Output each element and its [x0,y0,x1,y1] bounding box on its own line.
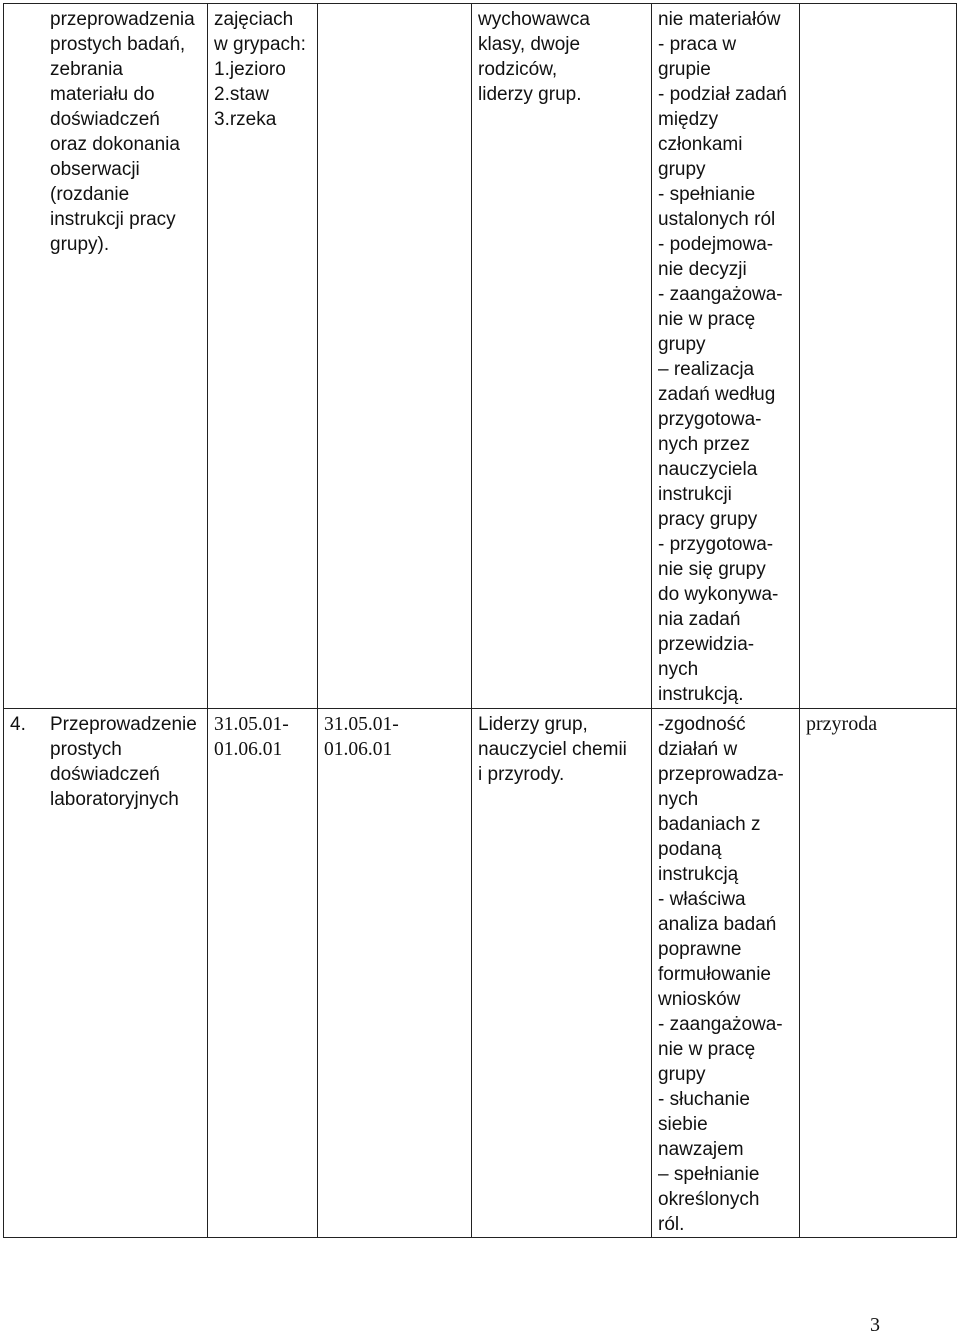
activity-line: (rozdanie [50,184,130,205]
criteria-line: ustalonych ról [658,209,776,230]
subject-cell [800,709,957,1238]
row-number: 4. [10,714,26,735]
responsible-line: klasy, dwoje [478,34,581,55]
activity-line: instrukcji pracy [50,209,176,230]
document-table [3,3,957,1238]
responsible-line: Liderzy grup, [478,714,588,735]
criteria-line: badaniach z [658,814,761,835]
criteria-line: nia zadań [658,609,741,630]
criteria-line: poprawne [658,939,742,960]
activity-line: prostych badań, [50,34,186,55]
activity-line: laboratoryjnych [50,789,179,810]
activity-line: oraz dokonania [50,134,180,155]
criteria-line: działań w [658,739,738,760]
criteria-line: - zaangażowa- [658,284,783,305]
activity-line: zebrania [50,59,123,80]
activity-line: materiału do [50,84,155,105]
criteria-line: nych [658,789,699,810]
criteria-line: – spełnianie [658,1164,760,1185]
responsible-line: wychowawca [478,9,590,30]
criteria-line: wniosków [658,989,741,1010]
responsible-line: i przyrody. [478,764,565,785]
activity-line: grupy). [50,234,110,255]
responsible-line: nauczyciel chemii [478,739,627,760]
criteria-line: - właściwa [658,889,746,910]
criteria-line: określonych [658,1189,760,1210]
criteria-line: nie w pracę [658,309,756,330]
criteria-line: - przygotowa- [658,534,774,555]
criteria-line: nie w pracę [658,1039,756,1060]
responsible-cell [472,709,652,1238]
criteria-line: – realizacja [658,359,755,380]
criteria-line: formułowanie [658,964,771,985]
date-line: 31.05.01- [324,714,399,735]
activity-line: doświadczeń [50,109,160,130]
activity-line: prostych [50,739,122,760]
criteria-line: - spełnianie [658,184,756,205]
criteria-line: członkami [658,134,743,155]
activity-line: obserwacji [50,159,140,180]
date-line: 31.05.01- [214,714,289,735]
form-line: 3.rzeka [214,109,277,130]
form-line: 2.staw [214,84,269,105]
criteria-line: przeprowadza- [658,764,784,785]
date2-cell [318,709,472,1238]
criteria-line: instrukcją [658,864,739,885]
responsible-line: liderzy grup. [478,84,582,105]
criteria-line: - praca w [658,34,737,55]
form-cell [208,4,318,709]
criteria-line: grupy [658,159,706,180]
criteria-line: pracy grupy [658,509,758,530]
criteria-line: grupy [658,334,706,355]
date2-cell [318,4,472,709]
criteria-line: podaną [658,839,722,860]
criteria-line: nauczyciela [658,459,758,480]
criteria-line: - zaangażowa- [658,1014,783,1035]
criteria-line: nie decyzji [658,259,747,280]
form-line: w grypach: [214,34,306,55]
criteria-line: nawzajem [658,1139,744,1160]
criteria-line: zadań według [658,384,776,405]
table-row [4,4,957,709]
criteria-line: nych przez [658,434,750,455]
criteria-line: nie się grupy [658,559,766,580]
criteria-line: instrukcji [658,484,732,505]
criteria-line: -zgodność [658,714,746,735]
subject-line: przyroda [806,713,878,735]
criteria-line: nych [658,659,699,680]
criteria-line: - podejmowa- [658,234,774,255]
criteria-line: - słuchanie [658,1089,750,1110]
criteria-line: do wykonywa- [658,584,779,605]
activity-cell [4,4,208,709]
responsible-cell [472,4,652,709]
criteria-line: instrukcją. [658,684,744,705]
form-line: zajęciach [214,9,294,30]
criteria-cell [652,4,800,709]
table-row [4,709,957,1238]
criteria-line: między [658,109,719,130]
form-line: 1.jezioro [214,59,286,80]
criteria-line: - podział zadań [658,84,787,105]
criteria-line: grupy [658,1064,706,1085]
activity-line: Przeprowadzenie [50,714,197,735]
criteria-line: grupie [658,59,711,80]
criteria-line: analiza badań [658,914,777,935]
page-number: 3 [870,1314,880,1336]
subject-cell [800,4,957,709]
date-line: 01.06.01 [324,739,393,760]
criteria-line: siebie [658,1114,708,1135]
responsible-line: rodziców, [478,59,558,80]
activity-line: przeprowadzenia [50,9,195,30]
criteria-line: nie materiałów [658,9,781,30]
criteria-line: przewidzia- [658,634,755,655]
form-cell [208,709,318,1238]
criteria-line: ról. [658,1214,685,1235]
activity-line: doświadczeń [50,764,160,785]
date-line: 01.06.01 [214,739,283,760]
criteria-line: przygotowa- [658,409,762,430]
activity-cell [4,709,208,1238]
criteria-cell [652,709,800,1238]
